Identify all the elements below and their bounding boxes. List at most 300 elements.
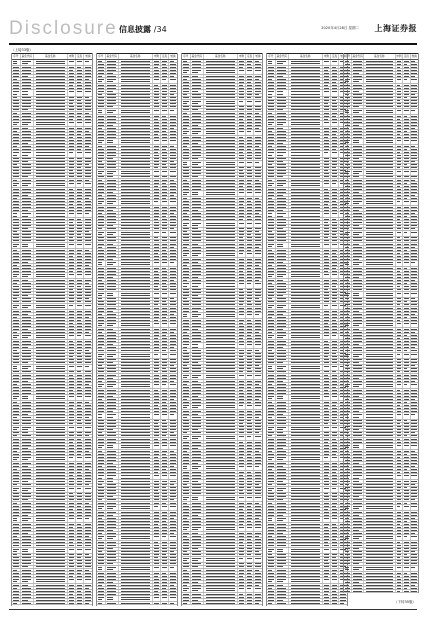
- cell-text-line: [170, 64, 176, 65]
- table-cell: [161, 261, 169, 266]
- cell-text-line: [98, 140, 104, 141]
- cell-text-line: [154, 304, 158, 305]
- table-cell: [12, 343, 21, 345]
- table-cell: [34, 188, 68, 190]
- cell-text-line: [22, 140, 31, 141]
- cell-text-line: [154, 103, 159, 104]
- table-cell: [12, 593, 21, 595]
- table-cell: [106, 401, 119, 403]
- table-cell: [84, 218, 92, 220]
- table-cell: [12, 182, 21, 187]
- table-cell: [76, 142, 84, 144]
- cell-text-line: [69, 289, 73, 290]
- cell-text-line: [98, 79, 104, 80]
- table-cell: [153, 237, 161, 239]
- table-cell: [84, 599, 92, 601]
- table-cell: [34, 404, 68, 406]
- table-cell: [119, 484, 153, 486]
- cell-text-line: [69, 152, 73, 153]
- table-cell: [97, 182, 106, 184]
- table-cell: [97, 520, 106, 522]
- table-cell: [97, 523, 106, 525]
- table-cell: [153, 267, 161, 269]
- table-cell: [97, 490, 106, 492]
- table-cell: [84, 453, 92, 455]
- table-cell: [153, 197, 161, 199]
- table-cell: [84, 471, 92, 473]
- table-cell: [84, 465, 92, 467]
- cell-text-line: [22, 301, 31, 302]
- table-cell: [76, 538, 84, 540]
- cell-text-line: [22, 152, 31, 153]
- cell-text-line: [255, 67, 261, 68]
- table-cell: [106, 188, 119, 190]
- cell-text-line: [170, 457, 176, 458]
- table-cell: [97, 139, 106, 144]
- table-cell: [34, 218, 68, 220]
- cell-text-line: [121, 484, 150, 485]
- cell-text-line: [77, 417, 82, 418]
- cell-text-line: [121, 454, 150, 455]
- cell-text-line: [162, 195, 167, 196]
- table-cell: [182, 66, 191, 68]
- cell-text-line: [98, 271, 104, 272]
- table-cell: [12, 188, 21, 190]
- cell-text-line: [98, 499, 102, 500]
- table-cell: [84, 78, 92, 80]
- cell-text-line: [69, 128, 74, 129]
- table-cell: [76, 264, 84, 266]
- cell-text-line: [107, 487, 116, 488]
- cell-text-line: [36, 94, 65, 95]
- table-cell: [169, 109, 177, 114]
- cell-text-line: [98, 94, 102, 95]
- cell-text-line: [22, 484, 31, 485]
- cell-text-line: [85, 320, 91, 321]
- cell-text-line: [170, 110, 174, 111]
- cell-text-line: [36, 231, 65, 232]
- cell-text-line: [98, 142, 102, 143]
- table-cell: [21, 103, 34, 105]
- cell-text-line: [13, 545, 19, 546]
- table-cell: [21, 569, 34, 571]
- cell-text-line: [107, 73, 113, 74]
- cell-text-line: [36, 478, 65, 479]
- cell-text-line: [162, 308, 167, 309]
- cell-text-line: [154, 134, 158, 135]
- cell-text-line: [85, 405, 91, 406]
- table-cell: [68, 127, 76, 129]
- table-cell: [21, 590, 34, 592]
- table-cell: [161, 459, 169, 461]
- table-cell: [169, 209, 177, 211]
- table-cell: [169, 87, 177, 89]
- table-cell: [76, 197, 84, 199]
- cell-text-line: [69, 427, 74, 428]
- table-cell: [169, 255, 177, 257]
- table-cell: [119, 590, 153, 592]
- cell-text-line: [154, 426, 159, 427]
- cell-text-line: [98, 155, 104, 156]
- cell-text-line: [170, 475, 176, 476]
- table-cell: [84, 142, 92, 144]
- table-cell: [21, 316, 34, 318]
- table-cell: [21, 602, 34, 604]
- table-cell: [21, 151, 34, 156]
- cell-text-line: [13, 337, 17, 338]
- table-cell: [68, 72, 76, 74]
- cell-text-line: [13, 594, 19, 595]
- table-cell: [161, 148, 169, 150]
- cell-text-line: [98, 335, 104, 336]
- cell-text-line: [107, 320, 116, 321]
- table-cell: [97, 276, 106, 278]
- cell-text-line: [85, 137, 91, 138]
- cell-text-line: [22, 384, 31, 385]
- table-cell: [12, 90, 21, 95]
- table-cell: [12, 151, 21, 156]
- cell-text-line: [36, 103, 65, 104]
- cell-text-line: [85, 375, 91, 376]
- table-cell: [12, 127, 21, 129]
- cell-text-line: [162, 152, 167, 153]
- cell-text-line: [98, 442, 104, 443]
- table-cell: [153, 75, 161, 77]
- table-cell: [161, 572, 169, 574]
- cell-text-line: [107, 323, 116, 324]
- cell-text-line: [22, 451, 31, 452]
- table-cell: [68, 295, 76, 297]
- table-cell: [68, 234, 76, 236]
- table-cell: [106, 423, 119, 425]
- cell-text-line: [162, 277, 167, 278]
- table-cell: [169, 465, 177, 467]
- cell-text-line: [154, 189, 159, 190]
- table-cell: [21, 383, 34, 385]
- cell-text-line: [69, 161, 74, 162]
- cell-text-line: [77, 295, 82, 296]
- table-cell: [161, 340, 169, 342]
- cell-text-line: [98, 216, 104, 217]
- table-cell: [12, 328, 21, 330]
- cell-text-line: [13, 469, 17, 470]
- cell-text-line: [162, 432, 167, 433]
- cell-text-line: [77, 402, 82, 403]
- table-cell: [153, 413, 161, 418]
- cell-text-line: [107, 79, 116, 80]
- table-cell: [161, 575, 169, 577]
- table-cell: [34, 139, 68, 141]
- table-cell: [106, 139, 119, 144]
- cell-text-line: [77, 189, 82, 190]
- table-cell: [68, 465, 76, 467]
- table-cell: [153, 362, 161, 364]
- table-cell: [119, 151, 153, 153]
- cell-text-line: [154, 439, 158, 440]
- table-cell: [106, 526, 119, 528]
- table-cell: [12, 158, 21, 160]
- table-cell: [34, 243, 68, 248]
- table-cell: [21, 456, 34, 461]
- table-cell: [68, 225, 76, 227]
- cell-text-line: [69, 134, 74, 135]
- table-cell: [106, 69, 119, 71]
- table-cell: [169, 459, 177, 461]
- table-cell: [97, 459, 106, 461]
- cell-text-line: [13, 509, 19, 510]
- cell-text-line: [36, 481, 65, 482]
- cell-text-line: [36, 283, 65, 284]
- cell-text-line: [69, 533, 74, 534]
- cell-text-line: [121, 97, 150, 98]
- cell-text-line: [154, 311, 159, 312]
- table-cell: [106, 130, 119, 132]
- cell-text-line: [170, 268, 176, 269]
- cell-text-line: [162, 97, 166, 98]
- cell-text-line: [77, 557, 81, 558]
- cell-text-line: [162, 503, 166, 504]
- cell-text-line: [85, 527, 91, 528]
- table-cell: [68, 270, 76, 272]
- cell-text-line: [69, 204, 73, 205]
- table-cell: [84, 133, 92, 135]
- table-cell: [84, 273, 92, 278]
- cell-text-line: [36, 445, 65, 446]
- table-cell: [84, 474, 92, 476]
- cell-text-line: [22, 283, 31, 284]
- table-cell: [84, 590, 92, 592]
- cell-text-line: [107, 289, 116, 290]
- table-cell: [84, 383, 92, 385]
- cell-text-line: [170, 308, 176, 309]
- cell-text-line: [22, 512, 31, 513]
- cell-text-line: [154, 228, 159, 229]
- cell-text-line: [36, 581, 65, 582]
- table-cell: [68, 407, 76, 409]
- cell-text-line: [162, 79, 166, 80]
- cell-text-line: [13, 152, 19, 153]
- table-cell: [34, 423, 68, 425]
- cell-text-line: [22, 496, 31, 497]
- table-cell: [153, 258, 161, 260]
- cell-text-line: [98, 460, 104, 461]
- cell-text-line: [162, 317, 166, 318]
- cell-text-line: [98, 183, 104, 184]
- table-cell: [169, 554, 177, 556]
- cell-text-line: [85, 91, 91, 92]
- cell-text-line: [69, 359, 74, 360]
- masthead-rule: [9, 43, 417, 45]
- cell-text-line: [107, 569, 113, 570]
- cell-text-line: [107, 475, 116, 476]
- cell-text-line: [162, 524, 167, 525]
- cell-text-line: [85, 301, 91, 302]
- table-cell: [68, 502, 76, 504]
- table-cell: [161, 566, 169, 571]
- cell-text-line: [121, 563, 150, 564]
- table-cell: [153, 502, 161, 504]
- cell-text-line: [36, 292, 65, 293]
- table-cell: [97, 298, 106, 300]
- table-cell: [97, 426, 106, 428]
- cell-text-line: [36, 271, 65, 272]
- table-cell: [153, 249, 161, 251]
- cell-text-line: [22, 131, 31, 132]
- table-cell: [106, 164, 119, 166]
- cell-text-line: [162, 399, 167, 400]
- table-cell: [106, 185, 119, 187]
- table-cell: [106, 474, 119, 479]
- table-cell: [68, 176, 76, 178]
- table-cell: [68, 340, 76, 342]
- cell-text-line: [107, 527, 116, 528]
- table-cell: [21, 255, 34, 257]
- cell-text-line: [121, 280, 150, 281]
- cell-text-line: [170, 420, 176, 421]
- table-cell: [119, 459, 153, 461]
- table-cell: [12, 313, 21, 315]
- cell-text-line: [13, 439, 19, 440]
- cell-text-line: [154, 515, 159, 516]
- cell-text-line: [36, 591, 65, 592]
- cell-text-line: [121, 527, 150, 528]
- cell-text-line: [107, 140, 113, 141]
- cell-text-line: [192, 70, 201, 71]
- table-cell: [119, 246, 153, 248]
- table-header-cell: 基金代码: [106, 54, 119, 59]
- cell-text-line: [77, 113, 82, 114]
- table-cell: [68, 602, 76, 604]
- table-cell: [106, 590, 119, 592]
- cell-text-line: [121, 426, 150, 427]
- table-cell: [106, 225, 119, 227]
- table-cell: [21, 118, 34, 120]
- table-cell: [76, 343, 84, 345]
- cell-text-line: [22, 393, 31, 394]
- cell-text-line: [77, 356, 82, 357]
- cell-text-line: [107, 222, 116, 223]
- table-cell: [84, 377, 92, 379]
- table-cell: [153, 340, 161, 342]
- cell-text-line: [69, 536, 74, 537]
- table-cell: [21, 575, 34, 577]
- cell-text-line: [13, 530, 19, 531]
- table-cell: [84, 188, 92, 190]
- table-cell: [34, 426, 68, 431]
- table-cell: [68, 554, 76, 556]
- cell-text-line: [162, 405, 167, 406]
- table-cell: [34, 173, 68, 175]
- table-cell: [21, 535, 34, 537]
- table-cell: [153, 194, 161, 196]
- cell-text-line: [36, 140, 65, 141]
- cell-text-line: [13, 298, 17, 299]
- cell-text-line: [36, 201, 65, 202]
- table-cell: [21, 234, 34, 236]
- cell-text-line: [22, 91, 28, 92]
- cell-text-line: [121, 203, 150, 204]
- table-cell: [76, 133, 84, 135]
- cell-text-line: [36, 213, 65, 214]
- cell-text-line: [77, 597, 82, 598]
- table-cell: [76, 450, 84, 452]
- cell-text-line: [107, 573, 116, 574]
- table-cell: [153, 584, 161, 586]
- cell-text-line: [85, 244, 91, 245]
- table-cell: [153, 432, 161, 434]
- cell-text-line: [121, 524, 150, 525]
- table-cell: [12, 225, 21, 227]
- table-cell: [161, 60, 169, 62]
- table-cell: [153, 374, 161, 376]
- cell-text-line: [85, 164, 89, 165]
- cell-text-line: [85, 472, 91, 473]
- table-cell: [68, 401, 76, 403]
- cell-text-line: [85, 432, 91, 433]
- cell-text-line: [107, 499, 116, 500]
- cell-text-line: [154, 457, 158, 458]
- cell-text-line: [170, 219, 176, 220]
- table-cell: [84, 392, 92, 394]
- table-cell: [97, 438, 106, 440]
- table-cell: [12, 249, 21, 251]
- cell-text-line: [154, 365, 159, 366]
- table-cell: [119, 593, 153, 595]
- cell-text-line: [77, 576, 82, 577]
- cell-text-line: [69, 195, 74, 196]
- cell-text-line: [107, 228, 116, 229]
- cell-text-line: [69, 506, 74, 507]
- cell-text-line: [13, 268, 19, 269]
- table-cell: [34, 240, 68, 242]
- table-cell: [119, 374, 153, 376]
- cell-text-line: [69, 240, 74, 241]
- table-cell: [161, 121, 169, 123]
- table-cell: [161, 158, 169, 160]
- cell-text-line: [85, 560, 91, 561]
- cell-text-line: [121, 599, 150, 600]
- cell-text-line: [22, 280, 28, 281]
- table-cell: [169, 383, 177, 388]
- cell-text-line: [170, 158, 176, 159]
- cell-text-line: [36, 518, 65, 519]
- cell-text-line: [170, 283, 176, 284]
- cell-text-line: [121, 536, 150, 537]
- cell-text-line: [170, 536, 176, 537]
- cell-text-line: [121, 508, 150, 509]
- table-cell: [169, 90, 177, 92]
- cell-text-line: [162, 110, 167, 111]
- table-row: [12, 602, 92, 605]
- table-cell: [76, 145, 84, 147]
- table-cell: [153, 590, 161, 592]
- cell-text-line: [77, 289, 82, 290]
- table-cell: [106, 170, 119, 175]
- cell-text-line: [154, 137, 159, 138]
- cell-text-line: [85, 116, 91, 117]
- table-cell: [161, 590, 169, 592]
- cell-text-line: [13, 307, 17, 308]
- cell-text-line: [77, 85, 82, 86]
- cell-text-line: [77, 506, 81, 507]
- table-cell: [153, 541, 161, 543]
- cell-text-line: [85, 350, 89, 351]
- table-cell: [97, 401, 106, 403]
- table-cell: [12, 374, 21, 376]
- cell-text-line: [162, 338, 167, 339]
- cell-text-line: [77, 448, 82, 449]
- cell-text-line: [22, 420, 31, 421]
